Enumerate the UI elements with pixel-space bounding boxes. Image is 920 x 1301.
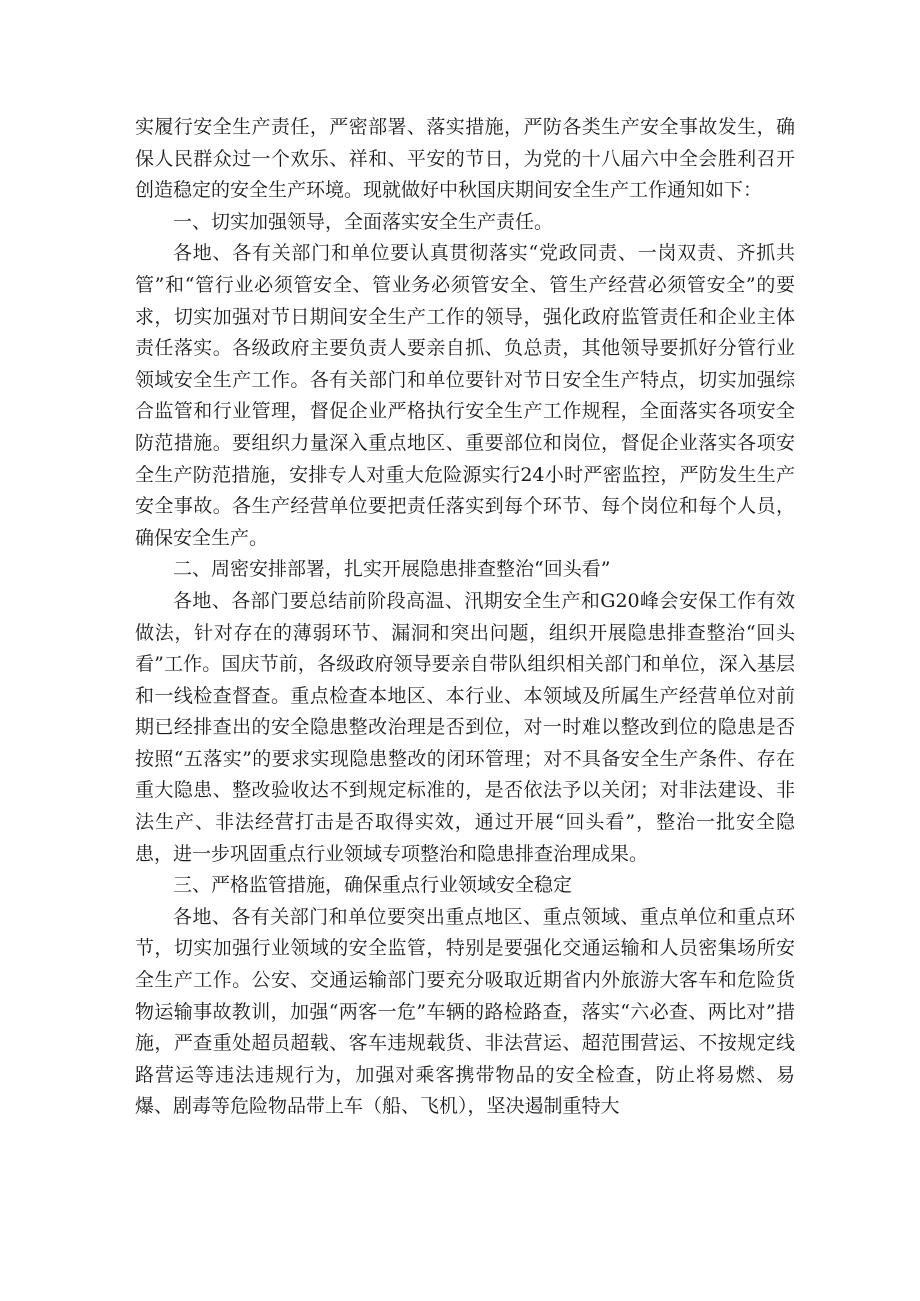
paragraph-section-3: 各地、各有关部门和单位要突出重点地区、重点领域、重点单位和重点环节，切实加强行业领域的安全监管，特别是要强化交通运输和人员密集场所安全生产工作。公安、交通运输部门要充分吸取近期省内外旅游大客车和危险货物运输事故教训，加强“两客一危”车辆的路检路查，落实“六必查、两比对”措施，严查重处超员超载、客车违规载货、非法营运、超范围营运、不按规定线路营运等违法违规行为，加强对乘客携带物品的安全检查，防止将易燃、易爆、剧毒等危险物品带上车（船、飞机），坚决遏制重特大 (135, 905, 795, 1118)
paragraph-intro: 实履行安全生产责任，严密部署、落实措施，严防各类生产安全事故发生，确保人民群众过一个欢乐、祥和、平安的节日，为党的十八届六中全会胜利召开创造稳定的安全生产环境。现就做好中秋国庆期间安全生产工作通知如下： (135, 116, 795, 202)
section-heading-1: 一、切实加强领导，全面落实安全生产责任。 (173, 210, 554, 233)
paragraph-section-1: 各地、各有关部门和单位要认真贯彻落实“党政同责、一岗双责、齐抓共管”和“管行业必须管安全、管业务必须管安全、管生产经营必须管安全”的要求，切实加强对节日期间安全生产工作的领导，强化政府监管责任和企业主体责任落实。各级政府主要负责人要亲自抓、负总责，其他领导要抓好分管行业领域安全生产工作。各有关部门和单位要针对节日安全生产特点，切实加强综合监管和行业管理，督促企业严格执行安全生产工作规程，全面落实各项安全防范措施。要组织力量深入重点地区、重要部位和岗位，督促企业落实各项安全生产防范措施，安排专人对重大危险源实行24小时严密监控，严防发生生产安全事故。各生产经营单位要把责任落实到每个环节、每个岗位和每个人员，确保安全生产。 (135, 242, 795, 549)
section-heading-2: 二、周密安排部署，扎实开展隐患排查整治“回头看” (173, 558, 611, 581)
section-heading-3: 三、严格监管措施，确保重点行业领域安全稳定 (173, 874, 573, 897)
document-body (135, 112, 795, 1123)
paragraph-section-2: 各地、各部门要总结前阶段高温、汛期安全生产和G20峰会安保工作有效做法，针对存在的薄弱环节、漏洞和突出问题，组织开展隐患排查整治“回头看”工作。国庆节前，各级政府领导要亲自带队组织相关部门和单位，深入基层和一线检查督查。重点检查本地区、本行业、本领域及所属生产经营单位对前期已经排查出的安全隐患整改治理是否到位，对一时难以整改到位的隐患是否按照“五落实”的要求实现隐患整改的闭环管理；对不具备安全生产条件、存在重大隐患、整改验收达不到规定标准的，是否依法予以关闭；对非法建设、非法生产、非法经营打击是否取得实效，通过开展“回头看”，整治一批安全隐患，进一步巩固重点行业领域专项整治和隐患排查治理成果。 (135, 589, 795, 865)
